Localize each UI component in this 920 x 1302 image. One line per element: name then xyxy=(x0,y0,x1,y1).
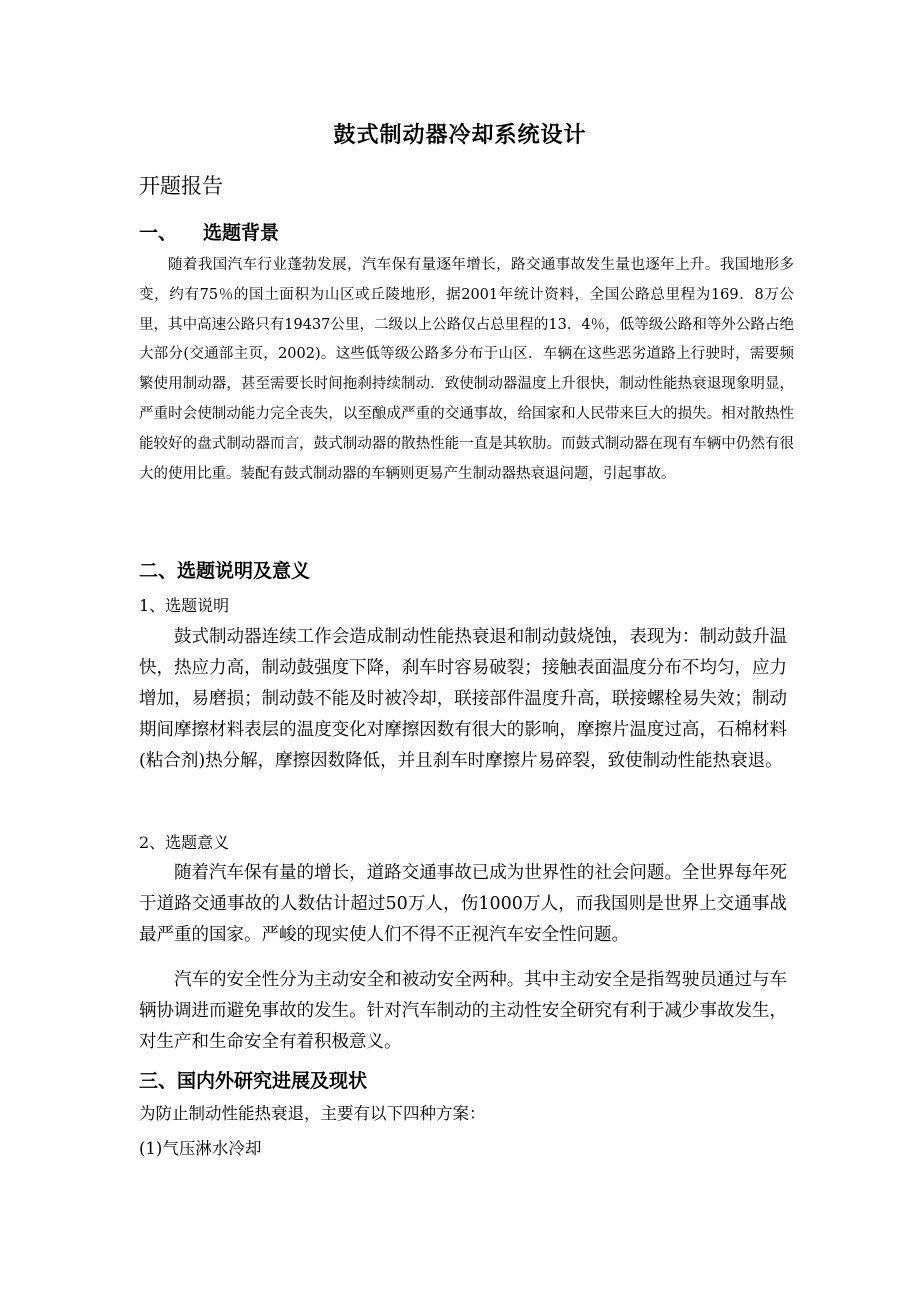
section1-number: 一、 xyxy=(139,222,178,244)
section1-heading xyxy=(139,218,279,245)
section1-paragraph: 随着我国汽车行业蓬勃发展，汽车保有量逐年增长，路交通事故发生量也逐年上升。我国地形多变，约有75％的国土面积为山区或丘陵地形，据2001年统计资料，全国公路总里程为169．8万公里，其中高速公路只有19437公里，二级以上公路仅占总里程的13．4％，低等级公路和等外公路占绝大部分(交通部主页，2002)。这些低等级公路多分布于山区．车辆在这些恶劣道路上行驶时，需要频繁使用制动器，甚至需要长时间拖刹持续制动．致使制动器温度上升很快，制动性能热衰退现象明显，严重时会使制动能力完全丧失，以至酿成严重的交通事故，给国家和人民带来巨大的损失。相对散热性能较好的盘式制动器而言，鼓式制动器的散热性能一直是其软肋。而鼓式制动器在现有车辆中仍然有很大的使用比重。装配有鼓式制动器的车辆则更易产生制动器热衰退问题，引起事故。 xyxy=(139,257,794,482)
section2-sub1-label: 1、选题说明 xyxy=(139,596,230,615)
section2-sub2-label: 2、选题意义 xyxy=(139,833,230,852)
section2-sub2-paragraph2: 汽车的安全性分为主动安全和被动安全两种。其中主动安全是指驾驶员通过与车辆协调进而避免事故的发生。针对汽车制动的主动性安全研究有利于减少事故发生，对生产和生命安全有着积极意义。 xyxy=(139,970,787,1052)
document-title: 鼓式制动器冷却系统设计 xyxy=(333,123,587,148)
section3-heading: 三、国内外研究进展及现状 xyxy=(139,1070,368,1092)
section3-intro: 为防止制动性能热衰退，主要有以下四种方案： xyxy=(139,1104,486,1123)
section2-heading: 二、选题说明及意义 xyxy=(139,560,311,582)
section3-item1: (1)气压淋水冷却 xyxy=(139,1139,262,1158)
section1-title: 选题背景 xyxy=(203,222,280,244)
section2-sub2-paragraph1: 随着汽车保有量的增长，道路交通事故已成为世界性的社会问题。全世界每年死于道路交通事故的人数估计超过50万人，伤1000万人，而我国则是世界上交通事战最严重的国家。严峻的现实使人们不得不正视汽车安全性问题。 xyxy=(139,863,787,945)
document-subtitle: 开题报告 xyxy=(139,174,223,198)
section2-sub1-paragraph: 鼓式制动器连续工作会造成制动性能热衰退和制动鼓烧蚀，表现为：制动鼓升温快，热应力高，制动鼓强度下降，刹车时容易破裂；接触表面温度分布不均匀，应力增加，易磨损；制动鼓不能及时被冷却，联接部件温度升高，联接螺栓易失效；制动期间摩擦材料表层的温度变化对摩擦因数有很大的影响，摩擦片温度过高，石棉材料(粘合剂)热分解，摩擦因数降低，并且刹车时摩擦片易碎裂，致使制动性能热衰退。 xyxy=(139,627,787,771)
